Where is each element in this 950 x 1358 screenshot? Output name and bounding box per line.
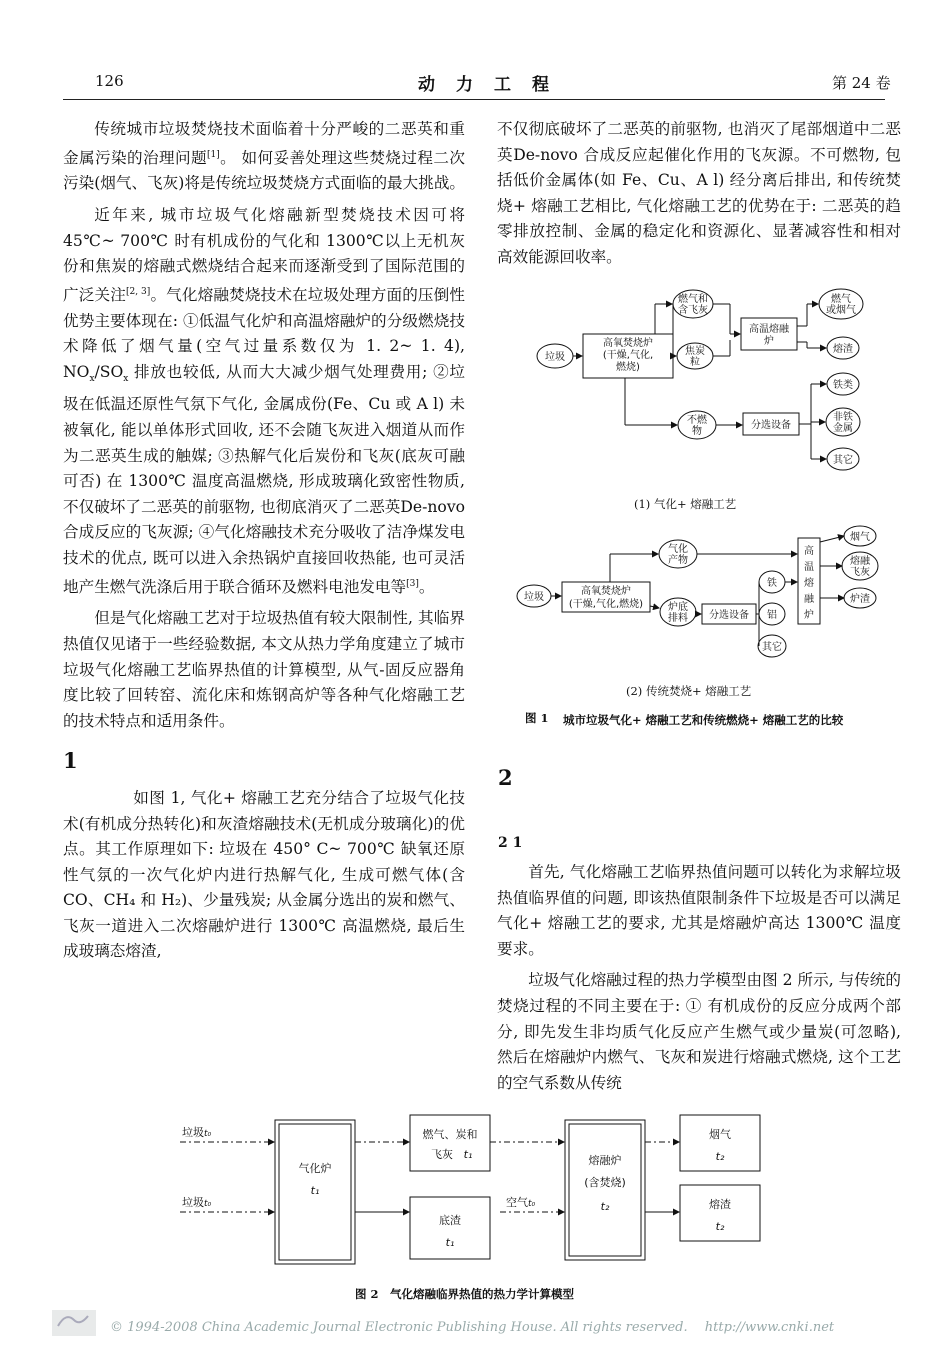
right-column-bottom <box>497 860 901 1096</box>
fig1b-incinerator-line2: (干燥,气化,燃烧) <box>568 599 644 610</box>
fig1b-melter: 高 <box>804 546 814 557</box>
fig2-melter-2: (含焚烧) <box>584 1176 626 1189</box>
fig2-caption: 气化熔融临界热值的热力学计算模型 <box>390 1287 574 1301</box>
paragraph: 但是气化熔融工艺对于垃圾热值有较大限制性, 其临界热值仅见诸于一些经验数据, 本文从热力学角度建立了城市垃圾气化熔融工艺临界热值的计算模型, 从气-固反应器角度比较了回转窑、流化床和炼钢高炉等各种气化熔融工艺的技术特点和适用条件。 <box>63 609 465 730</box>
fig1a-nonferrous-line2: 金属 <box>833 423 853 434</box>
fig1b-sorter: 分选设备 <box>709 610 749 621</box>
fig1a-flue: 燃气 <box>831 294 851 305</box>
fig2-bottom: 底渣 <box>439 1214 461 1227</box>
fig1a-gas: 燃气和 <box>678 294 708 305</box>
fig1a-gasifier-line3: 燃烧) <box>616 362 640 373</box>
fig1b-gas-product: 气化 <box>668 544 688 555</box>
fig1b-iron: 铁 <box>767 578 777 589</box>
fig2-garbage-1: 垃圾t₀ <box>182 1126 212 1139</box>
fig1b-dust-line2: 飞灰 <box>850 567 870 578</box>
paragraph: 不仅彻底破坏了二恶英的前驱物, 也消灭了尾部烟道中二恶英De-novo 合成反应起催化作用的飞灰源。不可燃物, 包括低价金属体(如 Fe、Cu、A l) 经分离后排出, 和传统焚烧+ 熔融工艺相比, 气化熔融工艺的优势在于: 二恶英的趋零排放控制、金属的稳定化和资源化、显著减容性和相对高效能源回收率。 <box>497 120 901 266</box>
section-heading-2: 2 <box>498 765 513 790</box>
fig1a-gas-line2: 含飞灰 <box>678 305 708 316</box>
fig1a-nonferrous: 非铁 <box>833 412 853 423</box>
fig2-gas-box-t: t₁ <box>463 1148 473 1161</box>
fig1a-melter-line2: 炉 <box>764 336 774 347</box>
fig1a-gasifier-line2: (干燥,气化, <box>602 350 654 361</box>
copyright-footer: © 1994-2008 China Academic Journal Electronic Publishing House. All rights reserved. http://www.cnki.net <box>110 1320 835 1335</box>
fig1b-melter-4: 融 <box>804 594 814 605</box>
fig2-flue: 烟气 <box>709 1128 731 1141</box>
paragraph: 传统城市垃圾焚烧技术面临着十分严峻的二恶英和重金属污染的治理问题[1]。 如何妥善处理这些焚烧过程二次污染(烟气、飞灰)将是传统垃圾焚烧方式面临的最大挑战。 <box>63 120 466 193</box>
fig1b-melter-3: 熔 <box>804 578 814 589</box>
fig2-gas-box: 燃气、炭和 <box>422 1128 478 1141</box>
paragraph: 垃圾气化熔融过程的热力学模型由图 2 所示, 与传统的焚烧过程的不同主要在于: ① 有机成份的反应分成两个部分, 即先发生非均质气化反应产生燃气或少量炭(可忽略), 然后在熔融炉内燃气、飞灰和炭进行熔融式燃烧, 这个工艺的空气系数从传统 <box>497 971 901 1092</box>
fig2-caption-label: 图 2 <box>355 1287 379 1301</box>
right-column-top <box>497 117 901 271</box>
header-rule <box>63 99 885 100</box>
fig1a-other: 其它 <box>833 455 853 466</box>
fig1-caption: 城市垃圾气化+ 熔融工艺和传统燃烧+ 熔融工艺的比较 <box>563 713 844 727</box>
fig1b-melter-2: 温 <box>804 562 814 573</box>
volume: 第 24 卷 <box>832 74 891 92</box>
fig1b-slag: 炉渣 <box>850 594 870 605</box>
figure-1a <box>525 280 905 490</box>
fig1b-caption: (2) 传统焚烧+ 熔融工艺 <box>626 684 752 698</box>
fig1b-dust: 熔融 <box>850 556 870 567</box>
fig1b-incinerator: 高氧焚烧炉 <box>581 586 631 597</box>
fig1b-flue: 烟气 <box>850 532 870 543</box>
fig2-gasifier: 气化炉 <box>298 1162 332 1175</box>
fig1a-noncomb: 不燃 <box>687 415 707 426</box>
fig1b-melter-5: 炉 <box>804 610 814 621</box>
fig1b-garbage: 垃圾 <box>524 592 544 603</box>
journal-title: 动 力 工 程 <box>418 75 551 95</box>
fig1b-ash-line2: 排料 <box>668 613 688 624</box>
page-number: 126 <box>95 72 124 90</box>
fig1a-flue-line2: 或烟气 <box>826 305 856 316</box>
fig1b-other: 其它 <box>762 642 782 653</box>
fig1b-aluminum: 铝 <box>767 610 777 621</box>
paragraph: 如图 1, 气化+ 熔融工艺充分结合了垃圾气化技术(有机成分热转化)和灰渣熔融技术(无机成分玻璃化)的优点。其工作原理如下: 垃圾在 450° C~ 700℃ 缺氧还原性气氛的一次气化炉内进行热解气化, 生成可燃气体(含 CO、CH₄ 和 H₂)、少量残炭; 从金属分选出的炭和燃气、飞灰一道进入二次熔融炉进行 1300℃ 高温燃烧, 最后生成玻璃态熔渣, <box>63 788 465 961</box>
fig2-slag: 熔渣 <box>709 1198 731 1211</box>
paragraph: 首先, 气化熔融工艺临界热值问题可以转化为求解垃圾热值临界值的问题, 即该热值限制条件下垃圾是否可以满足气化+ 熔融工艺的要求, 尤其是熔融炉高达 1300℃ 温度要求。 <box>497 863 901 958</box>
fig2-melter-t: t₂ <box>600 1200 610 1213</box>
fig1a-melter: 高温熔融 <box>749 324 789 335</box>
fig1a-gasifier: 高氧焚烧炉 <box>603 338 653 349</box>
fig1a-garbage: 垃圾 <box>545 352 565 363</box>
figure-2 <box>170 1112 770 1274</box>
fig1a-caption: (1) 气化+ 熔融工艺 <box>634 497 737 511</box>
figure-1b <box>510 518 895 678</box>
fig1a-coke: 焦炭 <box>685 346 705 357</box>
fig2-bottom-t: t₁ <box>445 1236 455 1249</box>
fig2-slag-t: t₂ <box>715 1220 725 1233</box>
fig2-garbage-2: 垃圾t₀ <box>182 1196 212 1209</box>
fig2-gasifier-t: t₁ <box>310 1184 320 1197</box>
fig2-air: 空气t₀ <box>506 1196 536 1209</box>
fig1a-slag: 熔渣 <box>833 344 853 355</box>
fig1a-noncomb-line2: 物 <box>692 426 702 437</box>
fig2-flue-t: t₂ <box>715 1150 725 1163</box>
fig1-caption-label: 图 1 <box>525 711 549 725</box>
paragraph: 近年来, 城市垃圾气化熔融新型焚烧技术因可将 45℃~ 700℃ 时有机成份的气化和 1300℃以上无机灰份和焦炭的熔融式燃烧结合起来而逐渐受到了国际范围的广泛关注[2, 3]。气化熔融焚烧技术在垃圾处理方面的压倒性优势主要体现在: ①低温气化炉和高温熔融炉的分级燃烧技术降低了烟气量(空气过量系数仅为 1. 2~ 1. 4), $NO_x/SO_x$ 排放也较低, 从而大大减少烟气处理费用; ②垃圾在低温还原性气氛下气化, 金属成份(Fe、Cu 或 A l) 未被氧化, 能以单体形式回收, 还不会随飞灰进入烟道从而作为二恶英生成的触媒; ③热解气化后炭份和飞灰(底灰可融可否) 在 1300℃ 温度高温燃烧, 形成玻璃化致密性物质, 不仅破坏了二恶英的前驱物, 也彻底消灭了二恶英De-novo 合成反应的飞灰源; ④气化熔融技术充分吸收了洁净煤发电技术的优点, 既可以进入余热锅炉直接回收热能, 也可灵活地产生燃气洗涤后用于联合循环及燃料电池发电等[3]。 <box>63 205 466 596</box>
left-column <box>63 117 465 965</box>
section-heading-1: 1 <box>63 748 78 774</box>
fig1b-ash: 炉底 <box>668 602 688 613</box>
fig1a-coke-line2: 粒 <box>690 357 700 368</box>
fig1a-sorter: 分选设备 <box>751 420 791 431</box>
fig2-gas-box-2: 飞灰 <box>431 1148 453 1161</box>
subsection-heading-2-1: 2 1 <box>498 835 523 851</box>
fig1b-gas-product-line2: 产物 <box>668 555 688 566</box>
publisher-logo-icon <box>52 1310 96 1336</box>
fig1a-iron: 铁类 <box>833 380 853 391</box>
fig2-melter: 熔融炉 <box>588 1154 622 1167</box>
